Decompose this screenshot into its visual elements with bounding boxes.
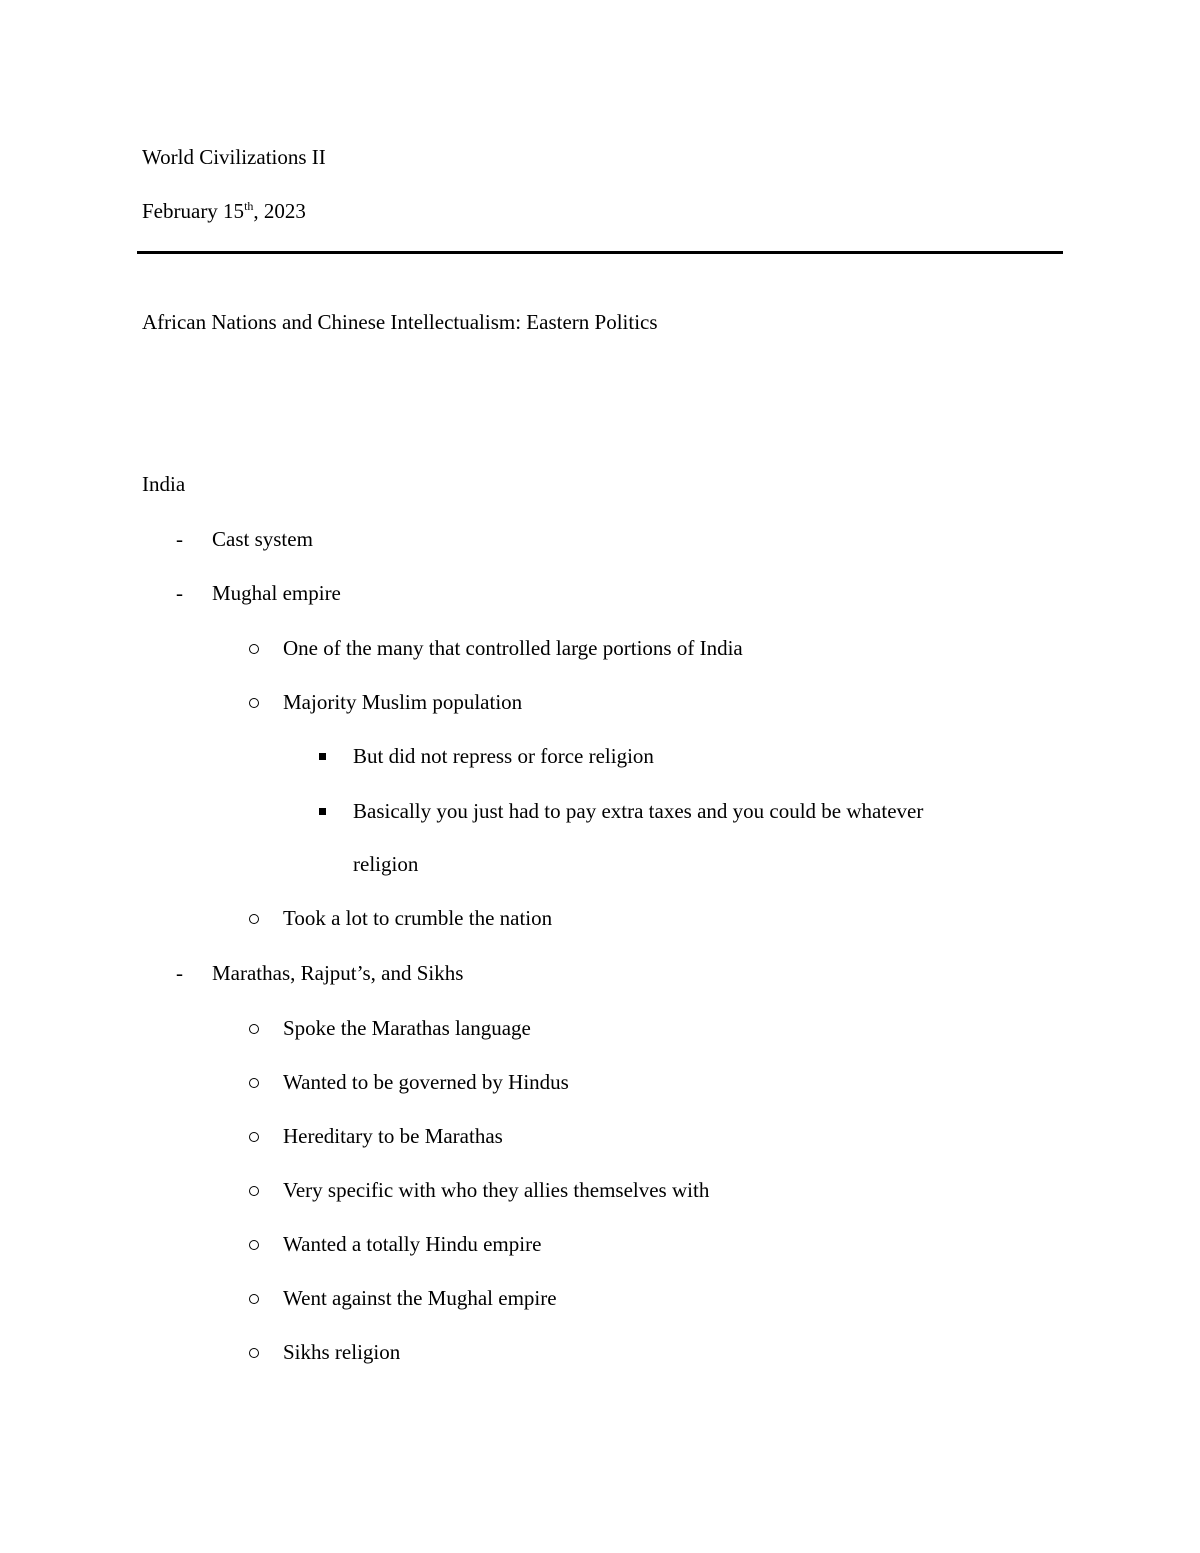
notes-title: African Nations and Chinese Intellectualism: Eastern Politics: [142, 310, 658, 334]
list-item: Spoke the Marathas language: [283, 1016, 531, 1040]
list-item: Took a lot to crumble the nation: [283, 906, 553, 930]
circle-bullet-icon: [249, 914, 259, 924]
circle-bullet-icon: [249, 1078, 259, 1088]
list-item: Basically you just had to pay extra taxes and you could be whatever: [353, 799, 924, 823]
dash-bullet-icon: -: [176, 527, 183, 551]
list-item: Wanted a totally Hindu empire: [283, 1232, 542, 1256]
dash-bullet-icon: -: [176, 581, 183, 605]
list-item-marathas: Marathas, Rajput’s, and Sikhs: [212, 961, 464, 985]
date-month-day: February 15: [142, 199, 245, 223]
section-heading-india: India: [142, 472, 186, 496]
dash-bullet-icon: -: [176, 961, 183, 985]
list-item: But did not repress or force religion: [353, 744, 654, 768]
circle-bullet-icon: [249, 1186, 259, 1196]
circle-bullet-icon: [249, 1240, 259, 1250]
list-item: One of the many that controlled large portions of India: [283, 636, 743, 660]
list-item-continuation: religion: [353, 852, 419, 876]
circle-bullet-icon: [249, 698, 259, 708]
list-item-cast-system: Cast system: [212, 527, 313, 551]
horizontal-divider: [137, 251, 1063, 254]
list-item: Very specific with who they allies themselves with: [283, 1178, 710, 1202]
list-item: Majority Muslim population: [283, 690, 523, 714]
circle-bullet-icon: [249, 1348, 259, 1358]
list-item: Wanted to be governed by Hindus: [283, 1070, 569, 1094]
circle-bullet-icon: [249, 1294, 259, 1304]
list-item: Hereditary to be Marathas: [283, 1124, 503, 1148]
course-title: World Civilizations II: [142, 145, 326, 169]
square-bullet-icon: [319, 753, 326, 760]
square-bullet-icon: [319, 808, 326, 815]
circle-bullet-icon: [249, 1132, 259, 1142]
date-line: [142, 199, 306, 223]
list-item-mughal-empire: Mughal empire: [212, 581, 341, 605]
list-item: Sikhs religion: [283, 1340, 401, 1364]
list-item: Went against the Mughal empire: [283, 1286, 557, 1310]
date-year: , 2023: [253, 199, 306, 223]
date-suffix: th: [244, 199, 254, 213]
circle-bullet-icon: [249, 644, 259, 654]
circle-bullet-icon: [249, 1024, 259, 1034]
